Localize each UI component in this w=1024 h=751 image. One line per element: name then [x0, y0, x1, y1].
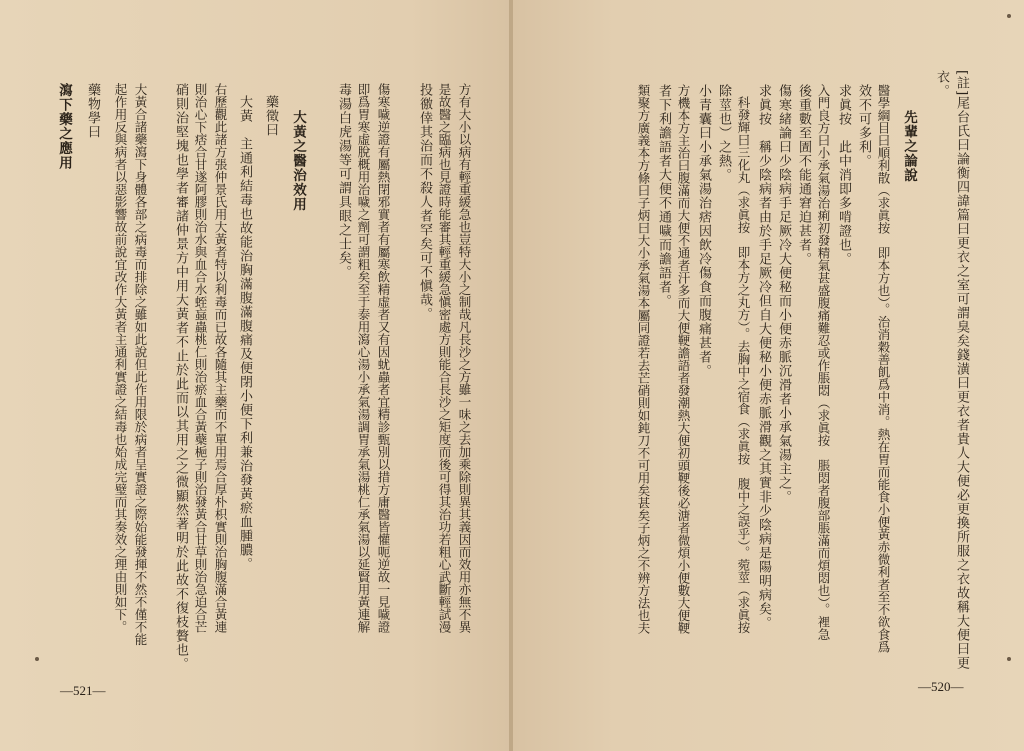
text-column: 醫學綱目曰順利散（求眞按 即本方也）。治消穀善飢爲中消。熱在胃而能食小便黃赤微利者至不欲食爲 — [876, 84, 891, 653]
subsection-heading: 瀉下藥之應用 — [56, 83, 72, 170]
text-column: 科發輝曰三化丸（求眞按 即本方之丸方）。去胸中之宿食（求眞按 腹中之誤乎）。菀莖（求眞按 — [736, 96, 751, 634]
text-column: 傷寒噦逆證有屬熱閉邪實者有屬寒飲精虛者又有因蚘蟲者宜精診甄別以措方庸醫皆懽呃逆故一見噦證 — [376, 83, 391, 633]
section-heading: 先輩之論說 — [901, 110, 917, 183]
text-column: 小青囊曰小承氣湯治痞因飲冷傷食而腹痛甚者。 — [696, 84, 711, 378]
text-column: 後重數至圊不能通窘迫甚者。 — [796, 84, 811, 266]
text-column: 方有大小以病有輕重緩急也豈特大小之制哉凡長沙之方雖一味之去加乘除則異其義因而效用亦無不異 — [457, 83, 472, 633]
page-number: —520— — [918, 679, 964, 694]
right-page — [513, 0, 1024, 751]
text-column: 起作用反與病者以惡影響故前說宜改作大黃者主通利實證之結毒也始成完璧而其奏效之理由則如下。 — [113, 83, 128, 633]
text-column: 求眞按 此中消即多啃證也。 — [836, 84, 851, 266]
source-heading: 藥徵曰 — [263, 95, 278, 137]
page-number: —521— — [60, 683, 106, 698]
text-column: 類聚方廣義本方條曰子炳曰大小承氣湯本屬同證若去芒硝則如鈍刀不可用矣甚矣子炳之不辨方法也夫 — [636, 84, 651, 634]
text-column: 大黃 主通利結毒也故能治胸滿腹滿腹痛及便閉小便下利兼治發黃瘀血腫膿。 — [237, 95, 252, 571]
source-heading: 藥物學曰 — [85, 83, 100, 139]
page-mark — [1007, 14, 1011, 18]
text-column: 即爲胃寒虛脫概用治噦之劑可謂粗矣至于泰用瀉心湯小承氣湯調胃承氣湯桃仁承氣湯以延賢用黃連解 — [356, 83, 371, 633]
text-column: 入門良方曰小承氣湯治痢初發精氣甚盛腹痛難忍或作脹悶（求眞按 脹悶者腹部脹滿而煩悶也）。裡急 — [816, 84, 831, 641]
text-column: 傷寒緒論曰少陰病手足厥冷大便秘而小便赤脈沉滑者小承氣湯主之。 — [776, 84, 791, 504]
text-column: 求眞按 稱少陰病者由於手足厥冷但自大便秘小便赤脈滑觀之其實非少陰病是陽明病矣。 — [756, 84, 771, 630]
text-column: 除莖也）之熱。 — [716, 84, 731, 182]
page-mark — [35, 657, 39, 661]
text-column: 者下利譫語者大便不通噦而譫語者。 — [656, 84, 671, 308]
section-heading: 大黃之醫治效用 — [290, 110, 306, 212]
text-column: 右歷觀此諸方張仲景氏用大黃者特以利毒而已故各隨其主藥而不單用焉合厚朴枳實則治胸腹滿合黃連 — [213, 83, 228, 633]
text-column: 毒湯白虎湯等可謂具眼之士矣。 — [336, 83, 351, 279]
left-page — [0, 0, 511, 751]
text-column: 則治心下痞合甘遂阿膠則治水與血合水蛭蝱蟲桃仁則治瘀血合黃蘗梔子則治發黃合甘草則治急迫合芒 — [193, 83, 208, 633]
text-column: 大黃合諸藥瀉下身體各部之病毒而排除之雖如此說但此作用限於病者呈實證之際始能發揮不然不僅不能 — [133, 83, 148, 646]
text-column: 方機本方主治曰腹滿而大便不通者汗多而大便鞕譫語者發潮熱大便初頭鞕後必溏者微煩小便數大便鞕 — [676, 84, 691, 634]
text-column: 投徼倖其治而不殺人者罕矣可不愼哉。 — [417, 83, 432, 321]
page-mark — [1007, 657, 1011, 661]
text-column: 效不可多利。 — [856, 84, 871, 168]
footnote-column: 衣。 — [934, 70, 949, 98]
text-column: 是故醫之臨病也見證時能審其輕重緩急愼密處方則能合長沙之矩度而後可得其治功若粗心武斷輕試漫 — [437, 83, 452, 633]
text-column: 硝則治堅塊也學者審諸仲景方中用大黃者不止於此而以其用之之微顯然著明於此故不復枝贅也。 — [173, 83, 188, 671]
footnote-column: [註]尾台氏曰論衡四諱篇曰更衣之室可謂臭矣錢潢曰更衣者貴人大便必更換所服之衣故稱大便曰更 — [954, 70, 969, 671]
